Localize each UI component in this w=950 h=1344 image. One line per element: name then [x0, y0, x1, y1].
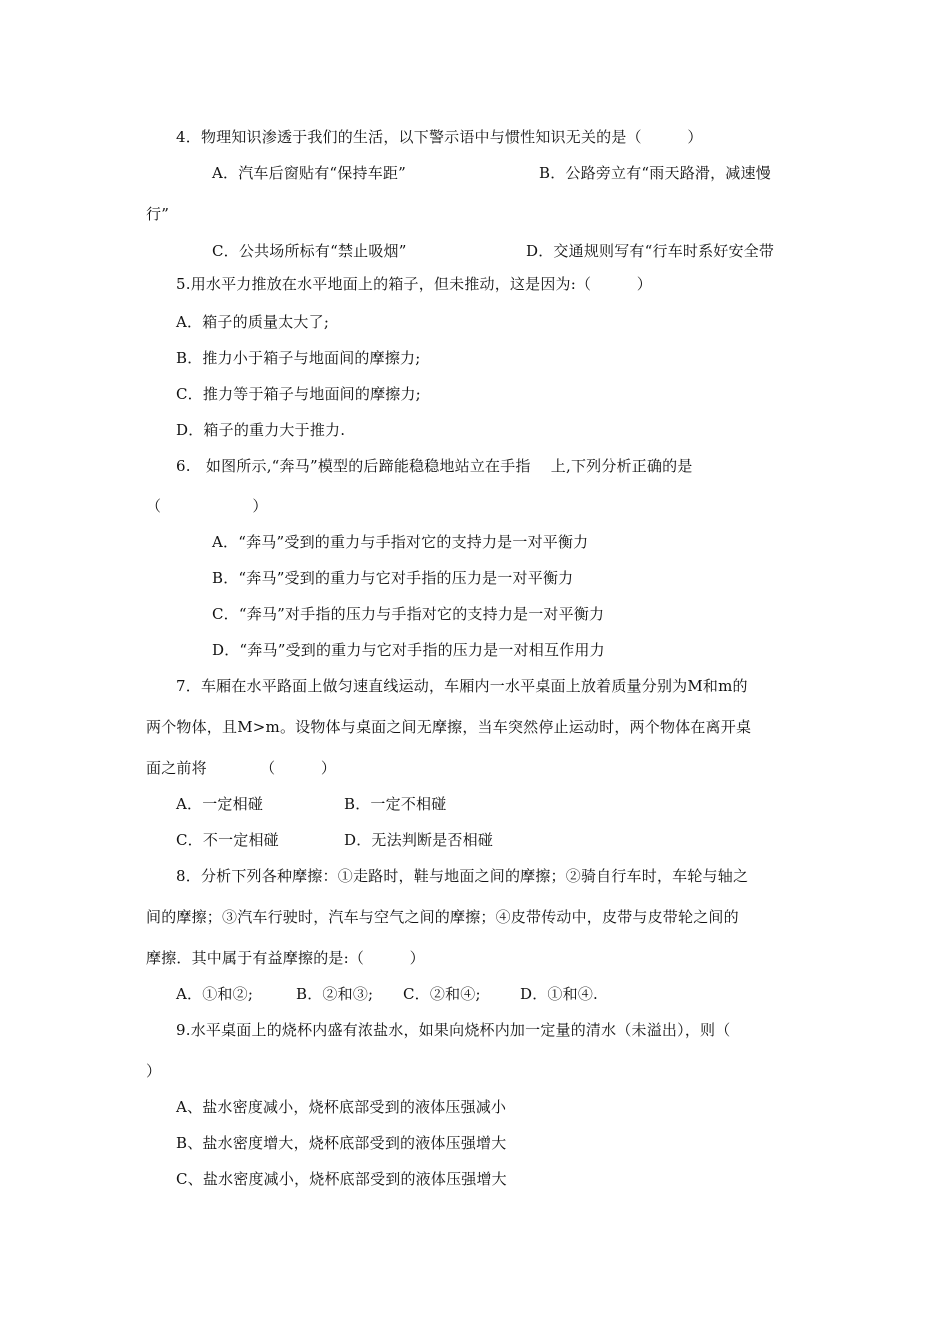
q7-option-b: B．一定不相碰: [344, 795, 447, 813]
q7-option-c: C．不一定相碰: [176, 831, 279, 849]
q8-stem-line-1: 8．分析下列各种摩擦：①走路时，鞋与地面之间的摩擦；②骑自行车时，车轮与轴之: [176, 867, 749, 885]
q5-stem: 5.用水平力推放在水平地面上的箱子，但未推动，这是因为:（ ）: [176, 275, 652, 293]
q7-option-d: D．无法判断是否相碰: [344, 831, 494, 849]
q5-option-d: D．箱子的重力大于推力.: [176, 421, 346, 439]
q6-stem: 6. 如图所示,“奔马”模型的后蹄能稳稳地站立在手指 上,下列分析正确的是: [176, 457, 693, 475]
q5-option-b: B．推力小于箱子与地面间的摩擦力;: [176, 349, 421, 367]
q8-option-a: A．①和②;: [176, 985, 254, 1003]
q9-option-a: A、盐水密度减小，烧杯底部受到的液体压强减小: [176, 1098, 507, 1116]
q6-option-b: B．“奔马”受到的重力与它对手指的压力是一对平衡力: [212, 569, 574, 587]
q9-option-c: C、盐水密度减小，烧杯底部受到的液体压强增大: [176, 1170, 507, 1188]
q8-option-b: B．②和③;: [296, 985, 374, 1003]
q4-option-d: D．交通规则写有“行车时系好安全带: [526, 242, 775, 260]
q5-option-a: A．箱子的质量太大了;: [176, 313, 330, 331]
q8-option-d: D．①和④.: [520, 985, 598, 1003]
q4-stem: 4．物理知识渗透于我们的生活，以下警示语中与惯性知识无关的是（ ）: [176, 128, 703, 146]
q9-stem-line-1: 9.水平桌面上的烧杯内盛有浓盐水，如果向烧杯内加一定量的清水（未溢出），则（: [176, 1021, 731, 1039]
q9-stem-line-2: ）: [146, 1062, 162, 1080]
q5-option-c: C．推力等于箱子与地面间的摩擦力;: [176, 385, 421, 403]
q4-option-c: C．公共场所标有“禁止吸烟”: [212, 242, 407, 260]
q7-option-a: A．一定相碰: [176, 795, 264, 813]
q9-option-b: B、盐水密度增大，烧杯底部受到的液体压强增大: [176, 1134, 507, 1152]
q4-option-a: A．汽车后窗贴有“保持车距”: [212, 164, 406, 182]
q7-stem-line-3: 面之前将 （ ）: [146, 759, 337, 777]
q6-answer-paren: （ ）: [146, 497, 268, 515]
q8-option-c: C．②和④;: [403, 985, 481, 1003]
q6-option-c: C．“奔马”对手指的压力与手指对它的支持力是一对平衡力: [212, 605, 605, 623]
q8-stem-line-3: 摩擦．其中属于有益摩擦的是:（ ）: [146, 949, 425, 967]
q6-option-a: A．“奔马”受到的重力与手指对它的支持力是一对平衡力: [212, 533, 589, 551]
q7-stem-line-2: 两个物体，且M>m。设物体与桌面之间无摩擦，当车突然停止运动时，两个物体在离开桌: [146, 718, 752, 736]
q4-option-b: B．公路旁立有“雨天路滑，减速慢: [539, 164, 771, 182]
q7-stem-line-1: 7．车厢在水平路面上做匀速直线运动，车厢内一水平桌面上放着质量分别为M和m的: [176, 677, 748, 695]
q8-stem-line-2: 间的摩擦；③汽车行驶时，汽车与空气之间的摩擦；④皮带传动中，皮带与皮带轮之间的: [146, 908, 739, 926]
q4-option-b-continued: 行”: [146, 205, 170, 223]
q6-option-d: D．“奔马”受到的重力与它对手指的压力是一对相互作用力: [212, 641, 605, 659]
